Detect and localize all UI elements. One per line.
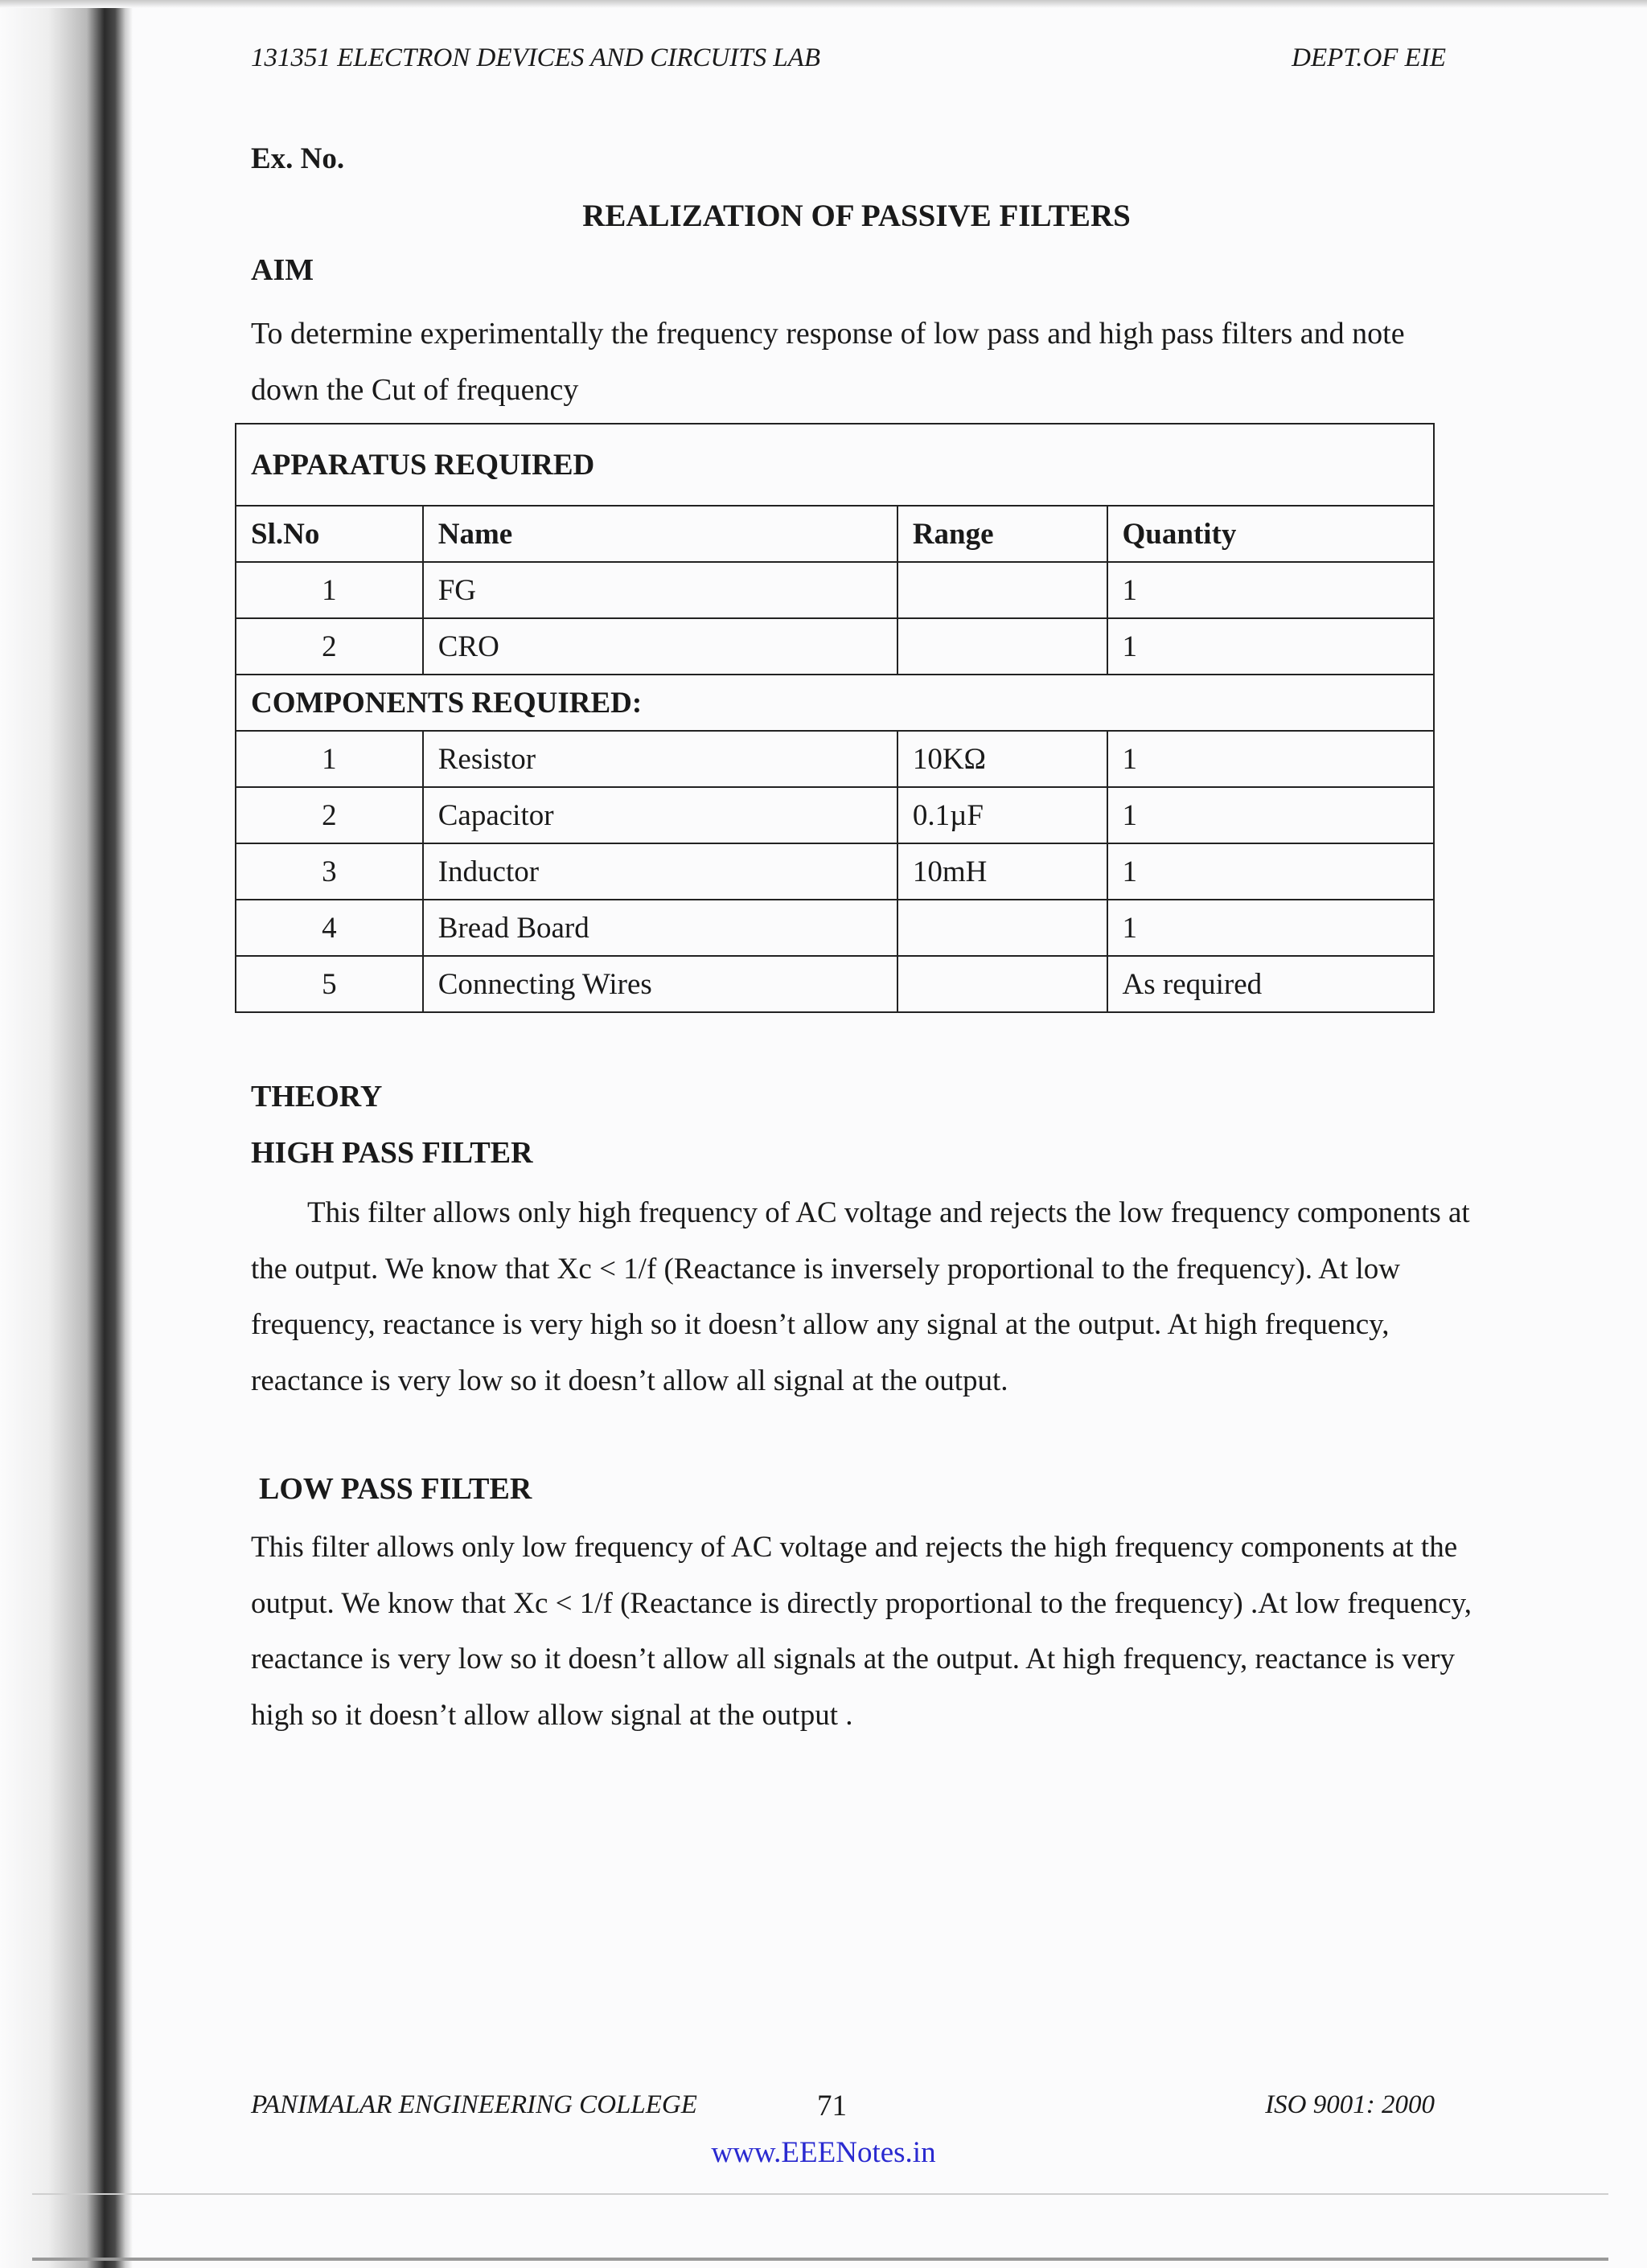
- theory-heading: THEORY: [251, 1080, 383, 1113]
- table-row: [236, 900, 1434, 956]
- cell-slno: 4: [236, 900, 423, 956]
- header-course: 131351 ELECTRON DEVICES AND CIRCUITS LAB: [251, 43, 821, 72]
- low-pass-text: This filter allows only low frequency of AC voltage and rejects the high frequency components at the output. We know that Xc < 1/f (Reactance is directly proportional to the frequency) .At low frequency, reactance is very low so it doesn’t allow all signals at the output. At high frequency, reactance is very high so it doesn’t allow allow signal at the output .: [251, 1531, 1472, 1732]
- table-row: [236, 843, 1434, 900]
- table-row: [236, 618, 1434, 675]
- cell-quantity: 1: [1107, 731, 1434, 787]
- cell-quantity: As required: [1107, 956, 1434, 1012]
- table-row: [236, 731, 1434, 787]
- cell-quantity: 1: [1107, 787, 1434, 843]
- aim-text: To determine experimentally the frequency response of low pass and high pass filters and note down the Cut of frequency: [251, 317, 1405, 407]
- table-header-row: [236, 506, 1434, 562]
- cell-range: 10mH: [897, 843, 1107, 900]
- website-link[interactable]: www.EEENotes.in: [711, 2136, 936, 2169]
- col-header-quantity: Quantity: [1107, 506, 1434, 562]
- cell-range: [897, 562, 1107, 618]
- cell-slno: 1: [236, 731, 423, 787]
- cell-slno: 3: [236, 843, 423, 900]
- cell-slno: 1: [236, 562, 423, 618]
- high-pass-text: This filter allows only high frequency of AC voltage and rejects the low frequency components at the output. We know that Xc < 1/f (Reactance is inversely proportional to the frequency). At low frequency, reactance is very high so it doesn’t allow any signal at the output. At high frequency, reactance is very low so it doesn’t allow all signal at the output.: [251, 1196, 1470, 1397]
- cell-quantity: 1: [1107, 843, 1434, 900]
- scan-binding-shadow: [0, 0, 133, 2268]
- cell-range: [897, 956, 1107, 1012]
- page-title: REALIZATION OF PASSIVE FILTERS: [582, 199, 1131, 233]
- page-number: 71: [817, 2090, 847, 2122]
- cell-name: CRO: [423, 618, 897, 675]
- cell-range: 0.1µF: [897, 787, 1107, 843]
- footer-rule: [32, 2193, 1608, 2195]
- scan-bottom-edge: [32, 2258, 1608, 2261]
- col-header-name: Name: [423, 506, 897, 562]
- scan-top-edge: [0, 0, 1647, 8]
- components-heading: COMPONENTS REQUIRED:: [236, 675, 1434, 731]
- apparatus-heading-row: [236, 424, 1434, 506]
- table-row: [236, 562, 1434, 618]
- col-header-slno: Sl.No: [236, 506, 423, 562]
- high-pass-heading: HIGH PASS FILTER: [251, 1136, 533, 1170]
- cell-name: FG: [423, 562, 897, 618]
- cell-name: Connecting Wires: [423, 956, 897, 1012]
- cell-quantity: 1: [1107, 900, 1434, 956]
- cell-range: 10KΩ: [897, 731, 1107, 787]
- apparatus-heading: APPARATUS REQUIRED: [236, 424, 1434, 506]
- footer-iso: ISO 9001: 2000: [1265, 2090, 1435, 2119]
- footer-college: PANIMALAR ENGINEERING COLLEGE: [251, 2090, 697, 2119]
- cell-range: [897, 618, 1107, 675]
- cell-range: [897, 900, 1107, 956]
- low-pass-heading: LOW PASS FILTER: [259, 1472, 532, 1506]
- components-heading-row: [236, 675, 1434, 731]
- apparatus-table: [235, 423, 1435, 1013]
- aim-heading: AIM: [251, 253, 314, 287]
- col-header-range: Range: [897, 506, 1107, 562]
- exercise-number: Ex. No.: [251, 142, 345, 175]
- header-dept: DEPT.OF EIE: [1292, 43, 1446, 72]
- cell-slno: 5: [236, 956, 423, 1012]
- cell-name: Bread Board: [423, 900, 897, 956]
- cell-slno: 2: [236, 787, 423, 843]
- cell-quantity: 1: [1107, 618, 1434, 675]
- cell-quantity: 1: [1107, 562, 1434, 618]
- cell-name: Resistor: [423, 731, 897, 787]
- cell-slno: 2: [236, 618, 423, 675]
- table-row: [236, 787, 1434, 843]
- cell-name: Capacitor: [423, 787, 897, 843]
- table-row: [236, 956, 1434, 1012]
- cell-name: Inductor: [423, 843, 897, 900]
